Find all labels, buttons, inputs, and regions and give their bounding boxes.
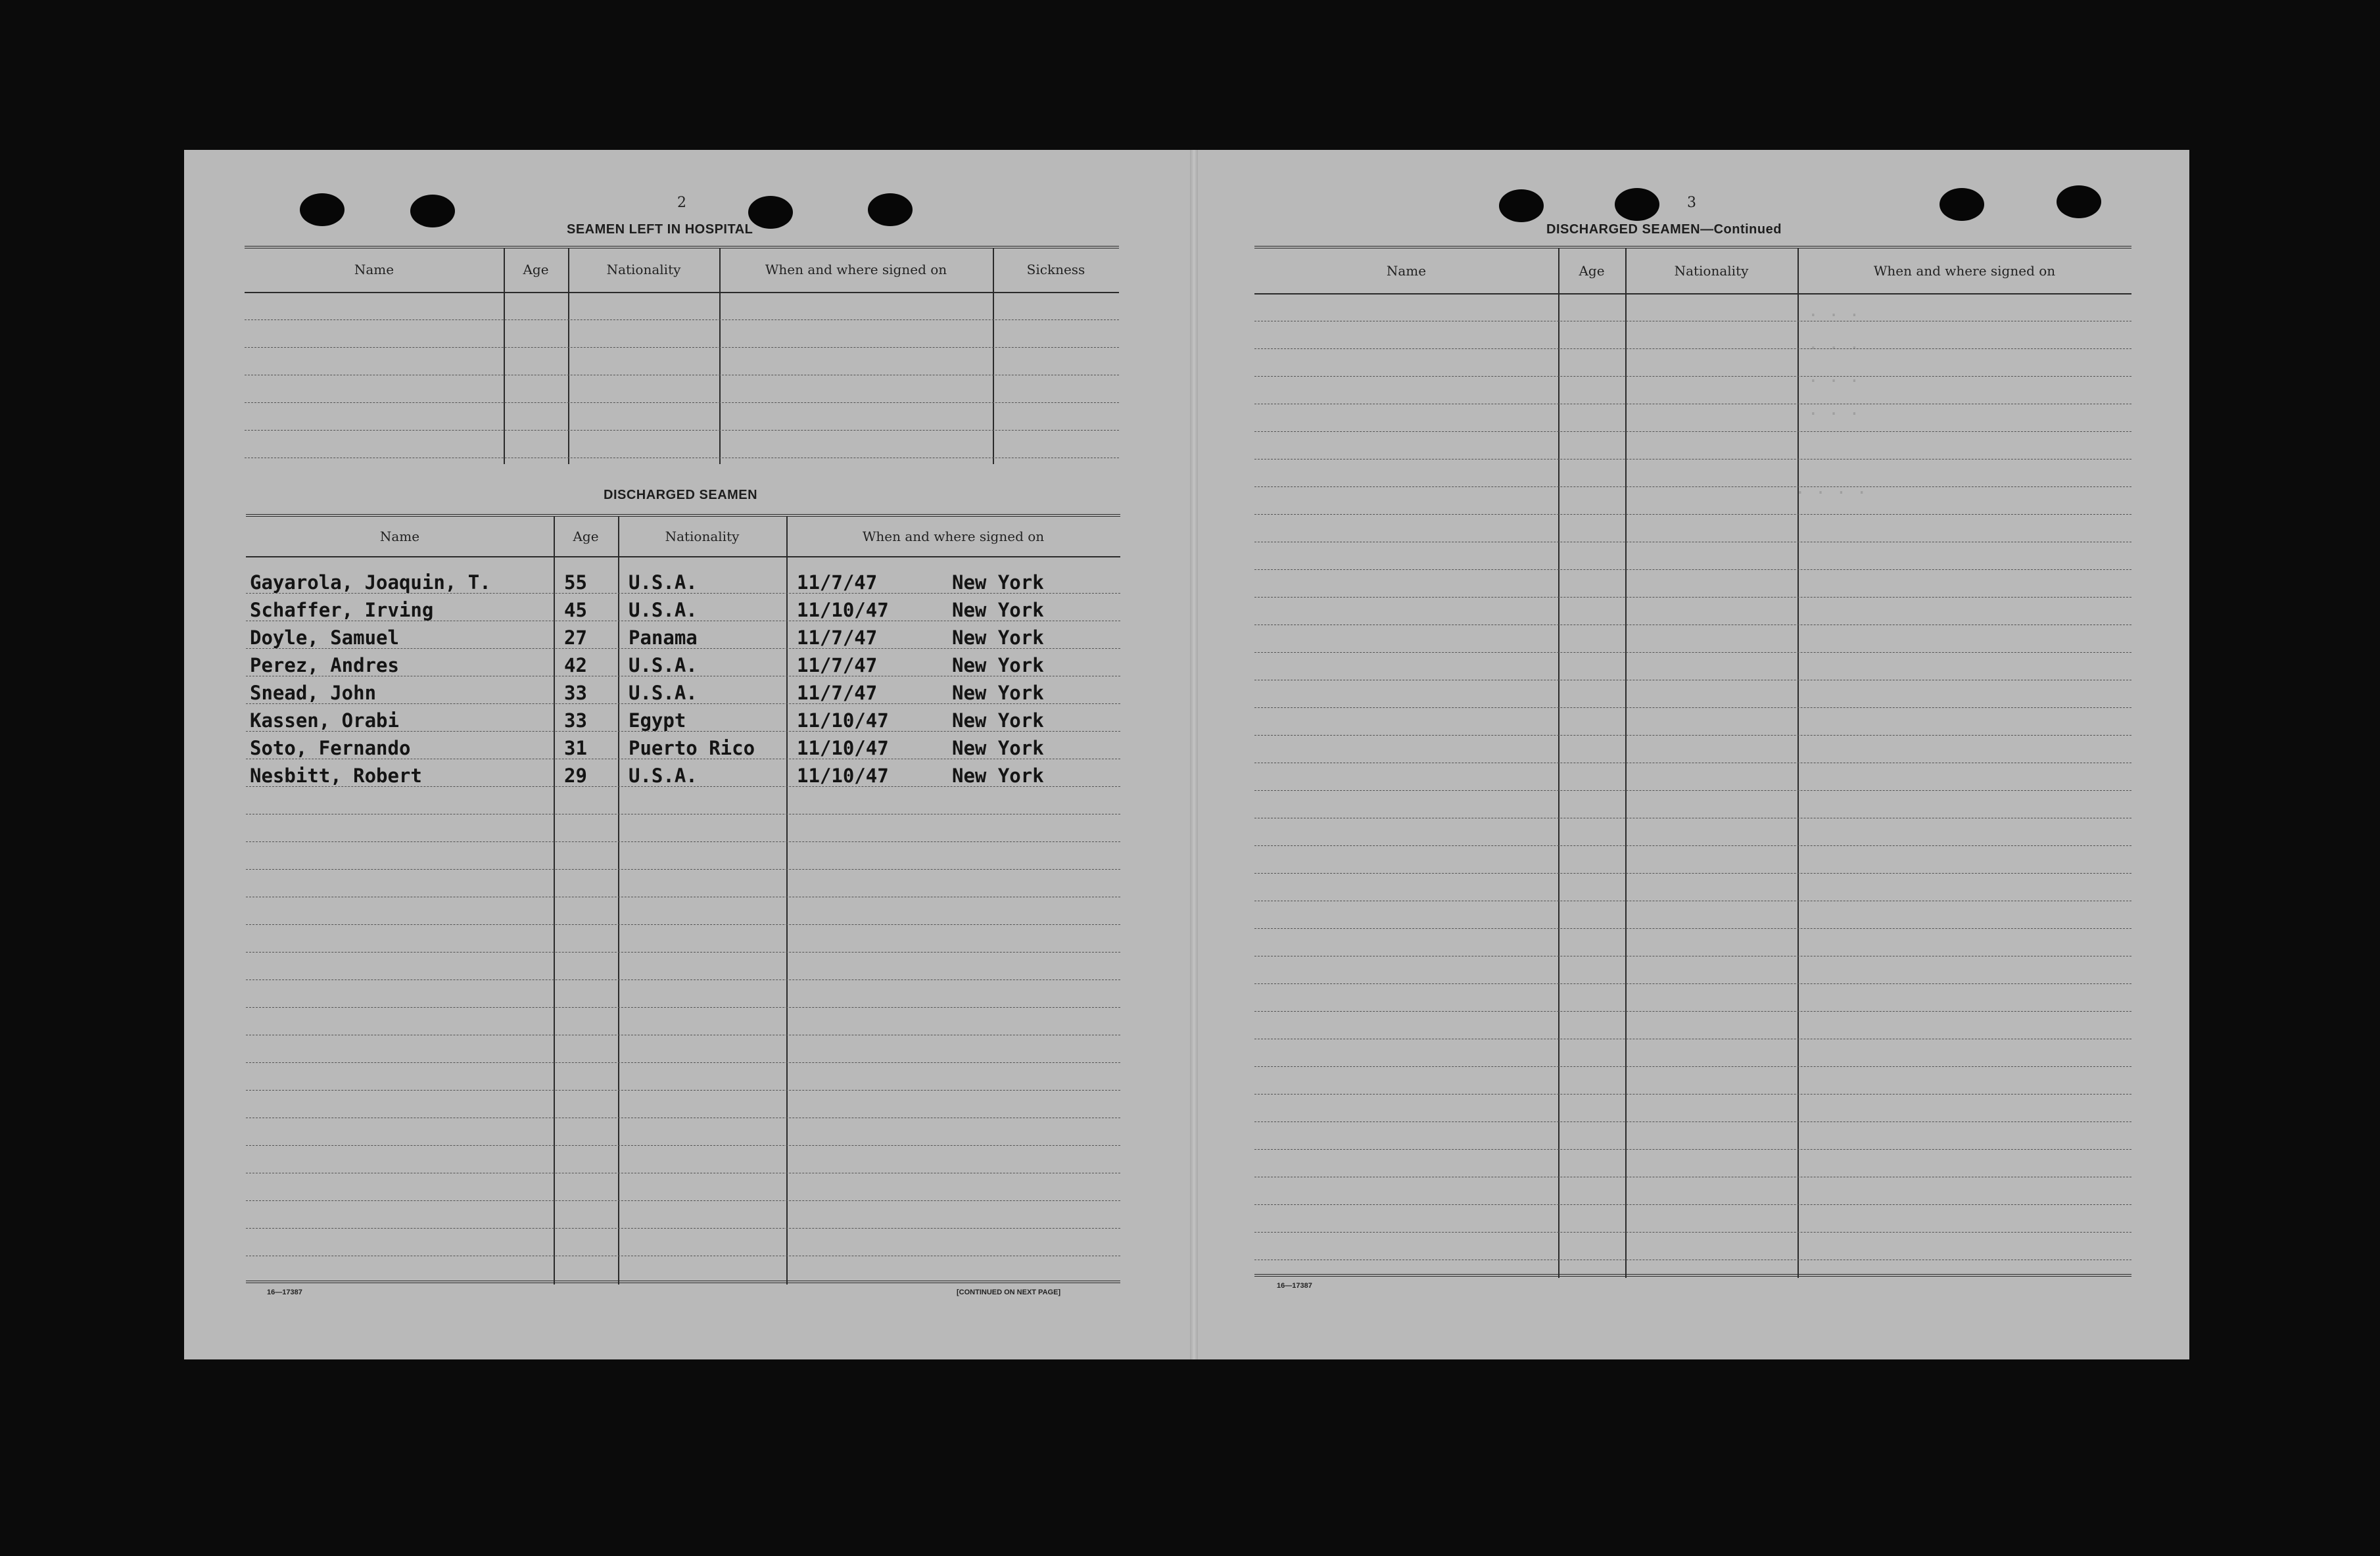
signed-on-place: New York	[952, 599, 1044, 621]
ruled-line	[1254, 1094, 2131, 1095]
ruled-line	[246, 1145, 1120, 1146]
seaman-age: 42	[564, 654, 587, 676]
ruled-line	[1254, 1232, 2131, 1233]
seaman-name: Gayarola, Joaquin, T.	[250, 571, 491, 594]
seaman-age: 55	[564, 571, 587, 594]
punch-hole	[1615, 188, 1659, 221]
seaman-age: 33	[564, 682, 587, 704]
column-header-age: Age	[1579, 263, 1605, 279]
column-header-nationality: Nationality	[606, 262, 681, 277]
ruled-line	[246, 841, 1120, 842]
seaman-name: Kassen, Orabi	[250, 709, 399, 732]
ruled-line	[1254, 431, 2131, 432]
discharged-table	[246, 514, 1120, 1285]
bleed-through-mark: . . .	[1808, 301, 1860, 321]
signed-on-place: New York	[952, 709, 1044, 732]
ruled-line	[1254, 928, 2131, 929]
punch-hole	[1499, 189, 1544, 222]
hospital-section-title: SEAMEN LEFT IN HOSPITAL	[567, 222, 753, 237]
ruled-line	[1254, 1011, 2131, 1012]
signed-on-place: New York	[952, 654, 1044, 676]
ruled-line	[1254, 1121, 2131, 1122]
page-number: 2	[677, 195, 686, 211]
ruled-line	[246, 869, 1120, 870]
ruled-line	[1254, 652, 2131, 653]
ruled-line	[1254, 790, 2131, 791]
bleed-through-mark: . . .	[1808, 400, 1860, 419]
ruled-line	[1254, 983, 2131, 984]
signed-on-place: New York	[952, 571, 1044, 594]
seaman-name: Doyle, Samuel	[250, 626, 399, 649]
discharged-continued-table	[1254, 246, 2131, 1278]
punch-hole	[868, 193, 913, 226]
punch-hole	[1940, 188, 1984, 221]
signed-on-date: 11/7/47	[797, 682, 878, 704]
form-number: 16—17387	[1277, 1282, 1312, 1290]
signed-on-place: New York	[952, 765, 1044, 787]
signed-on-place: New York	[952, 737, 1044, 759]
signed-on-date: 11/7/47	[797, 571, 878, 594]
document-spread	[184, 150, 2189, 1359]
discharged-continued-title: DISCHARGED SEAMEN—Continued	[1546, 222, 1782, 237]
signed-on-date: 11/10/47	[797, 599, 889, 621]
seaman-nationality: U.S.A.	[629, 599, 698, 621]
seaman-nationality: Panama	[629, 626, 698, 649]
ruled-line	[1254, 348, 2131, 349]
seaman-name: Schaffer, Irving	[250, 599, 434, 621]
ruled-line	[246, 1007, 1120, 1008]
bleed-through-mark: . . .	[1808, 334, 1860, 354]
seaman-age: 31	[564, 737, 587, 759]
column-header-nationality: Nationality	[1674, 263, 1749, 279]
column-header-name: Name	[379, 529, 420, 544]
ruled-line	[1254, 845, 2131, 846]
punch-hole	[410, 195, 455, 227]
seaman-nationality: Puerto Rico	[629, 737, 755, 759]
ruled-line	[1254, 735, 2131, 736]
ruled-line	[246, 979, 1120, 980]
column-header-name: Name	[354, 262, 394, 277]
ruled-line	[1254, 1149, 2131, 1150]
punch-hole	[2057, 185, 2101, 218]
seaman-age: 27	[564, 626, 587, 649]
seaman-nationality: U.S.A.	[629, 571, 698, 594]
signed-on-date: 11/7/47	[797, 626, 878, 649]
seaman-nationality: U.S.A.	[629, 765, 698, 787]
ruled-line	[246, 1090, 1120, 1091]
ruled-line	[246, 924, 1120, 925]
seaman-name: Perez, Andres	[250, 654, 399, 676]
ruled-line	[246, 1062, 1120, 1063]
column-header-name: Name	[1386, 263, 1427, 279]
ruled-line	[246, 1228, 1120, 1229]
seaman-nationality: U.S.A.	[629, 654, 698, 676]
ruled-line	[1254, 597, 2131, 598]
seaman-age: 29	[564, 765, 587, 787]
column-header-nationality: Nationality	[665, 529, 740, 544]
seaman-age: 33	[564, 709, 587, 732]
ruled-line	[246, 952, 1120, 953]
ruled-line	[1254, 707, 2131, 708]
signed-on-date: 11/7/47	[797, 654, 878, 676]
signed-on-date: 11/10/47	[797, 709, 889, 732]
signed-on-date: 11/10/47	[797, 737, 889, 759]
page-number: 3	[1687, 195, 1696, 211]
punch-hole	[300, 193, 345, 226]
signed-on-date: 11/10/47	[797, 765, 889, 787]
continued-note: [CONTINUED ON NEXT PAGE]	[957, 1288, 1061, 1296]
hospital-table	[245, 246, 1119, 463]
seaman-name: Snead, John	[250, 682, 377, 704]
discharged-section-title: DISCHARGED SEAMEN	[604, 488, 758, 502]
seaman-name: Nesbitt, Robert	[250, 765, 422, 787]
seaman-age: 45	[564, 599, 587, 621]
page-fold	[1190, 150, 1198, 1359]
ruled-line	[1254, 376, 2131, 377]
ruled-line	[1254, 486, 2131, 487]
ruled-line	[246, 1200, 1120, 1201]
column-header-sickness: Sickness	[1026, 262, 1085, 277]
ruled-line	[1254, 873, 2131, 874]
ruled-line	[1254, 569, 2131, 570]
bleed-through-mark: . . .	[1808, 367, 1860, 387]
column-header-signed-on: When and where signed on	[765, 262, 947, 277]
bleed-through-mark: . . . .	[1795, 479, 1867, 498]
signed-on-place: New York	[952, 626, 1044, 649]
ruled-line	[1254, 459, 2131, 460]
signed-on-place: New York	[952, 682, 1044, 704]
ruled-line	[1254, 514, 2131, 515]
column-header-signed-on: When and where signed on	[1873, 263, 2056, 279]
seaman-name: Soto, Fernando	[250, 737, 411, 759]
column-header-signed-on: When and where signed on	[862, 529, 1045, 544]
column-header-age: Age	[523, 262, 549, 277]
seaman-nationality: U.S.A.	[629, 682, 698, 704]
seaman-nationality: Egypt	[629, 709, 686, 732]
ruled-line	[1254, 1204, 2131, 1205]
ruled-line	[1254, 1066, 2131, 1067]
column-header-age: Age	[573, 529, 599, 544]
punch-hole	[748, 196, 793, 229]
form-number: 16—17387	[267, 1288, 302, 1296]
